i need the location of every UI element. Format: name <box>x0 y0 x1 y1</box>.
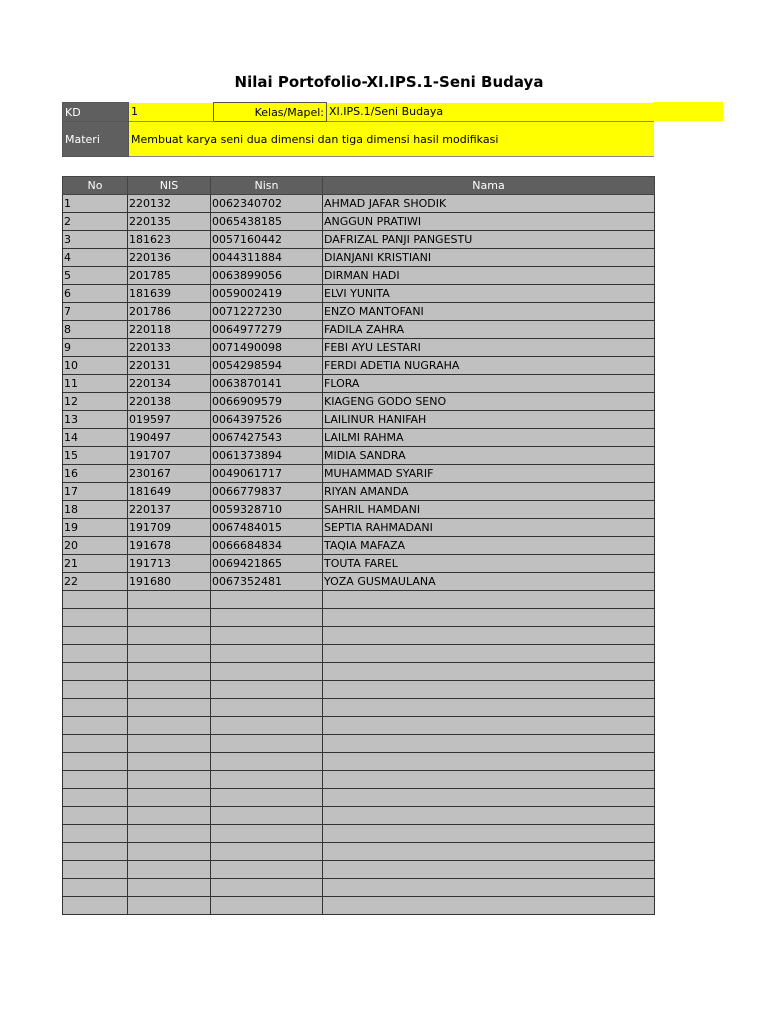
column-header-no: No <box>63 177 128 195</box>
cell-no[interactable] <box>63 609 128 627</box>
cell-nis[interactable]: 181639 <box>128 285 211 303</box>
cell-nama[interactable] <box>323 645 655 663</box>
cell-nis[interactable]: 191680 <box>128 573 211 591</box>
table-row <box>63 321 655 339</box>
table-row <box>63 501 655 519</box>
cell-no[interactable]: 17 <box>63 483 128 501</box>
cell-nisn[interactable]: 0064977279 <box>211 321 323 339</box>
table-row <box>63 375 655 393</box>
table-row <box>63 537 655 555</box>
cell-nama[interactable]: LAILINUR HANIFAH <box>323 411 655 429</box>
cell-no[interactable]: 15 <box>63 447 128 465</box>
cell-nisn[interactable]: 0061373894 <box>211 447 323 465</box>
cell-no[interactable]: 12 <box>63 393 128 411</box>
cell-nisn[interactable] <box>211 753 323 771</box>
cell-no[interactable]: 13 <box>63 411 128 429</box>
cell-no[interactable]: 6 <box>63 285 128 303</box>
cell-nisn[interactable]: 0067352481 <box>211 573 323 591</box>
cell-nisn[interactable]: 0067484015 <box>211 519 323 537</box>
table-row <box>63 519 655 537</box>
cell-nama[interactable]: TOUTA FAREL <box>323 555 655 573</box>
cell-nis[interactable]: 220138 <box>128 393 211 411</box>
cell-nis[interactable] <box>128 789 211 807</box>
materi-value[interactable]: Membuat karya seni dua dimensi dan tiga dimensi hasil modifikasi <box>129 122 655 157</box>
kelas-value[interactable]: XI.IPS.1/Seni Budaya <box>327 103 655 122</box>
table-row <box>63 807 655 825</box>
cell-nama[interactable]: ANGGUN PRATIWI <box>323 213 655 231</box>
cell-nama[interactable] <box>323 879 655 897</box>
cell-nisn[interactable] <box>211 735 323 753</box>
cell-nis[interactable]: 191709 <box>128 519 211 537</box>
cell-no[interactable]: 3 <box>63 231 128 249</box>
cell-nisn[interactable]: 0049061717 <box>211 465 323 483</box>
cell-nama[interactable]: TAQIA MAFAZA <box>323 537 655 555</box>
cell-nama[interactable] <box>323 627 655 645</box>
cell-nis[interactable] <box>128 717 211 735</box>
cell-nama[interactable] <box>323 609 655 627</box>
cell-no[interactable] <box>63 753 128 771</box>
column-header-nama: Nama <box>323 177 655 195</box>
table-row <box>63 447 655 465</box>
cell-nama[interactable]: ELVI YUNITA <box>323 285 655 303</box>
cell-nis[interactable] <box>128 591 211 609</box>
cell-nis[interactable]: 191707 <box>128 447 211 465</box>
info-table <box>62 102 654 157</box>
cell-nama[interactable] <box>323 789 655 807</box>
table-row <box>63 609 655 627</box>
table-row <box>63 411 655 429</box>
cell-no[interactable]: 7 <box>63 303 128 321</box>
cell-nisn[interactable] <box>211 861 323 879</box>
table-row <box>63 573 655 591</box>
cell-nis[interactable] <box>128 843 211 861</box>
cell-nama[interactable]: MIDIA SANDRA <box>323 447 655 465</box>
table-row <box>63 483 655 501</box>
cell-no[interactable] <box>63 789 128 807</box>
cell-nisn[interactable] <box>211 645 323 663</box>
cell-nama[interactable]: AHMAD JAFAR SHODIK <box>323 195 655 213</box>
kd-label: KD <box>63 103 129 122</box>
cell-no[interactable]: 1 <box>63 195 128 213</box>
cell-no[interactable]: 4 <box>63 249 128 267</box>
cell-nisn[interactable]: 0066779837 <box>211 483 323 501</box>
cell-no[interactable]: 21 <box>63 555 128 573</box>
cell-nama[interactable]: FERDI ADETIA NUGRAHA <box>323 357 655 375</box>
cell-no[interactable]: 18 <box>63 501 128 519</box>
kd-row <box>63 103 655 122</box>
cell-nama[interactable]: DIANJANI KRISTIANI <box>323 249 655 267</box>
cell-no[interactable]: 14 <box>63 429 128 447</box>
cell-nama[interactable]: RIYAN AMANDA <box>323 483 655 501</box>
table-row <box>63 699 655 717</box>
cell-nama[interactable]: DAFRIZAL PANJI PANGESTU <box>323 231 655 249</box>
cell-no[interactable] <box>63 591 128 609</box>
table-row <box>63 249 655 267</box>
cell-no[interactable]: 11 <box>63 375 128 393</box>
cell-no[interactable]: 22 <box>63 573 128 591</box>
student-table <box>62 176 655 915</box>
cell-nis[interactable] <box>128 861 211 879</box>
cell-nisn[interactable]: 0059002419 <box>211 285 323 303</box>
cell-no[interactable] <box>63 771 128 789</box>
cell-nis[interactable]: 220133 <box>128 339 211 357</box>
cell-nama[interactable] <box>323 717 655 735</box>
cell-no[interactable] <box>63 861 128 879</box>
cell-nisn[interactable] <box>211 717 323 735</box>
cell-no[interactable]: 19 <box>63 519 128 537</box>
cell-no[interactable] <box>63 681 128 699</box>
cell-nisn[interactable] <box>211 843 323 861</box>
cell-nisn[interactable]: 0057160442 <box>211 231 323 249</box>
cell-nisn[interactable]: 0063899056 <box>211 267 323 285</box>
kelas-label: Kelas/Mapel: <box>214 103 327 122</box>
cell-nis[interactable]: 191713 <box>128 555 211 573</box>
table-row <box>63 429 655 447</box>
cell-nama[interactable] <box>323 843 655 861</box>
cell-nama[interactable]: ENZO MANTOFANI <box>323 303 655 321</box>
cell-no[interactable]: 2 <box>63 213 128 231</box>
cell-nama[interactable]: FLORA <box>323 375 655 393</box>
table-row <box>63 213 655 231</box>
cell-nis[interactable]: 220118 <box>128 321 211 339</box>
table-row <box>63 231 655 249</box>
materi-label: Materi <box>63 122 129 157</box>
cell-nisn[interactable] <box>211 879 323 897</box>
table-row <box>63 555 655 573</box>
cell-nis[interactable]: 190497 <box>128 429 211 447</box>
column-header-nisn: Nisn <box>211 177 323 195</box>
table-row <box>63 339 655 357</box>
materi-row <box>63 122 655 157</box>
cell-nis[interactable]: 220137 <box>128 501 211 519</box>
table-row <box>63 681 655 699</box>
cell-nama[interactable] <box>323 825 655 843</box>
cell-nama[interactable]: FADILA ZAHRA <box>323 321 655 339</box>
cell-nisn[interactable]: 0069421865 <box>211 555 323 573</box>
cell-nisn[interactable] <box>211 663 323 681</box>
table-row <box>63 627 655 645</box>
cell-nis[interactable] <box>128 609 211 627</box>
cell-nisn[interactable]: 0071227230 <box>211 303 323 321</box>
cell-nis[interactable] <box>128 681 211 699</box>
cell-no[interactable] <box>63 897 128 915</box>
cell-no[interactable]: 16 <box>63 465 128 483</box>
table-row <box>63 357 655 375</box>
cell-nisn[interactable]: 0067427543 <box>211 429 323 447</box>
cell-nis[interactable]: 181623 <box>128 231 211 249</box>
cell-nama[interactable]: YOZA GUSMAULANA <box>323 573 655 591</box>
table-row <box>63 861 655 879</box>
cell-nis[interactable]: 019597 <box>128 411 211 429</box>
table-row <box>63 645 655 663</box>
cell-no[interactable] <box>63 879 128 897</box>
cell-nama[interactable] <box>323 807 655 825</box>
cell-nisn[interactable]: 0071490098 <box>211 339 323 357</box>
table-row <box>63 285 655 303</box>
cell-nisn[interactable] <box>211 771 323 789</box>
cell-nisn[interactable]: 0063870141 <box>211 375 323 393</box>
table-row <box>63 825 655 843</box>
table-row <box>63 879 655 897</box>
table-row <box>63 663 655 681</box>
cell-nis[interactable] <box>128 879 211 897</box>
kd-value[interactable]: 1 <box>129 103 214 122</box>
cell-nisn[interactable]: 0054298594 <box>211 357 323 375</box>
cell-no[interactable] <box>63 663 128 681</box>
cell-no[interactable]: 10 <box>63 357 128 375</box>
cell-nis[interactable] <box>128 771 211 789</box>
cell-nama[interactable] <box>323 861 655 879</box>
cell-nama[interactable]: LAILMI RAHMA <box>323 429 655 447</box>
cell-nama[interactable]: DIRMAN HADI <box>323 267 655 285</box>
cell-no[interactable] <box>63 645 128 663</box>
cell-no[interactable]: 8 <box>63 321 128 339</box>
cell-nisn[interactable] <box>211 807 323 825</box>
cell-nis[interactable]: 220136 <box>128 249 211 267</box>
cell-nis[interactable] <box>128 897 211 915</box>
table-row <box>63 897 655 915</box>
cell-nisn[interactable]: 0066684834 <box>211 537 323 555</box>
cell-nisn[interactable]: 0066909579 <box>211 393 323 411</box>
table-row <box>63 735 655 753</box>
cell-nis[interactable] <box>128 663 211 681</box>
cell-nisn[interactable]: 0064397526 <box>211 411 323 429</box>
cell-nisn[interactable] <box>211 627 323 645</box>
table-row <box>63 267 655 285</box>
table-row <box>63 717 655 735</box>
cell-nis[interactable] <box>128 753 211 771</box>
cell-nama[interactable] <box>323 681 655 699</box>
cell-no[interactable] <box>63 699 128 717</box>
cell-nis[interactable]: 201786 <box>128 303 211 321</box>
cell-no[interactable] <box>63 825 128 843</box>
cell-nama[interactable] <box>323 699 655 717</box>
cell-nis[interactable]: 201785 <box>128 267 211 285</box>
cell-nisn[interactable] <box>211 591 323 609</box>
cell-nama[interactable] <box>323 771 655 789</box>
cell-nisn[interactable] <box>211 789 323 807</box>
cell-nis[interactable]: 230167 <box>128 465 211 483</box>
cell-nama[interactable] <box>323 753 655 771</box>
table-row <box>63 843 655 861</box>
cell-nama[interactable]: SAHRIL HAMDANI <box>323 501 655 519</box>
cell-nama[interactable]: SEPTIA RAHMADANI <box>323 519 655 537</box>
cell-nisn[interactable] <box>211 825 323 843</box>
cell-no[interactable]: 20 <box>63 537 128 555</box>
table-row <box>63 771 655 789</box>
cell-nisn[interactable] <box>211 699 323 717</box>
cell-nisn[interactable] <box>211 897 323 915</box>
cell-nis[interactable]: 220134 <box>128 375 211 393</box>
table-header-row <box>63 177 655 195</box>
cell-nama[interactable]: FEBI AYU LESTARI <box>323 339 655 357</box>
cell-nis[interactable] <box>128 735 211 753</box>
cell-nama[interactable] <box>323 663 655 681</box>
column-header-nis: NIS <box>128 177 211 195</box>
cell-nisn[interactable]: 0044311884 <box>211 249 323 267</box>
highlight-extension <box>654 102 723 121</box>
cell-nama[interactable] <box>323 735 655 753</box>
cell-no[interactable]: 9 <box>63 339 128 357</box>
cell-nis[interactable] <box>128 807 211 825</box>
table-row <box>63 753 655 771</box>
cell-no[interactable] <box>63 627 128 645</box>
cell-nisn[interactable] <box>211 609 323 627</box>
table-body <box>63 195 655 915</box>
table-row <box>63 591 655 609</box>
cell-nis[interactable] <box>128 627 211 645</box>
cell-nis[interactable] <box>128 699 211 717</box>
cell-nama[interactable]: KIAGENG GODO SENO <box>323 393 655 411</box>
cell-nama[interactable] <box>323 897 655 915</box>
table-row <box>63 303 655 321</box>
cell-nisn[interactable] <box>211 681 323 699</box>
cell-nis[interactable] <box>128 825 211 843</box>
cell-nis[interactable] <box>128 645 211 663</box>
cell-nis[interactable]: 191678 <box>128 537 211 555</box>
cell-no[interactable] <box>63 807 128 825</box>
cell-no[interactable] <box>63 735 128 753</box>
cell-nis[interactable]: 220135 <box>128 213 211 231</box>
table-row <box>63 393 655 411</box>
cell-nis[interactable]: 220132 <box>128 195 211 213</box>
cell-no[interactable]: 5 <box>63 267 128 285</box>
cell-no[interactable] <box>63 843 128 861</box>
cell-nis[interactable]: 220131 <box>128 357 211 375</box>
page-title: Nilai Portofolio-XI.IPS.1-Seni Budaya <box>234 73 544 91</box>
table-row <box>63 465 655 483</box>
cell-nama[interactable]: MUHAMMAD SYARIF <box>323 465 655 483</box>
cell-nama[interactable] <box>323 591 655 609</box>
table-row <box>63 195 655 213</box>
cell-nis[interactable]: 181649 <box>128 483 211 501</box>
cell-nisn[interactable]: 0065438185 <box>211 213 323 231</box>
cell-nisn[interactable]: 0062340702 <box>211 195 323 213</box>
cell-nisn[interactable]: 0059328710 <box>211 501 323 519</box>
table-row <box>63 789 655 807</box>
cell-no[interactable] <box>63 717 128 735</box>
